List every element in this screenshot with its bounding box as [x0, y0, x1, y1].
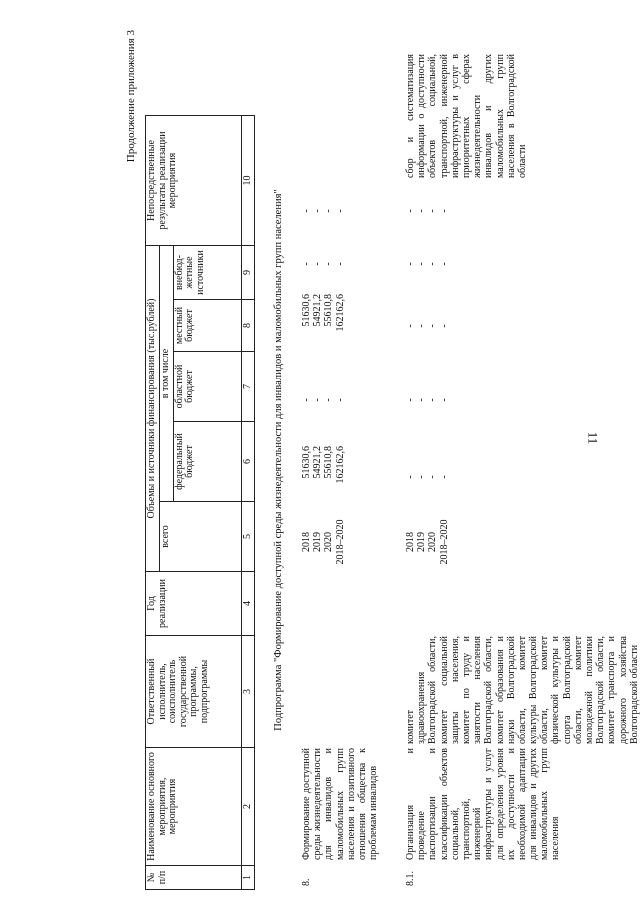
amount: 51630,6: [301, 294, 312, 327]
header-table: [145, 115, 255, 890]
amount: -: [416, 209, 428, 213]
row-8-num: 8.: [301, 878, 312, 886]
amount: -: [438, 324, 450, 328]
amount: -: [427, 475, 439, 479]
amount: -: [416, 475, 428, 479]
page-number: 11: [585, 431, 601, 445]
row-8-extra: [301, 186, 346, 236]
year-value: 2019: [312, 532, 324, 552]
amount: -: [312, 262, 324, 266]
amount: -: [334, 262, 346, 266]
amount: 51630,6: [301, 446, 312, 479]
header-total: всего: [160, 502, 242, 572]
colnum-6: 6: [241, 422, 255, 502]
amount: -: [405, 262, 416, 266]
amount: -: [416, 398, 428, 402]
amount: -: [312, 398, 324, 402]
header-financing: Объемы и источники финансирования (тыс.рублей): [146, 246, 160, 572]
amount: -: [405, 209, 416, 213]
amount: 54921,2: [312, 446, 324, 479]
amount: -: [301, 262, 312, 266]
header-year: Год реализации: [146, 572, 242, 636]
amount: -: [427, 398, 439, 402]
row-8-years: [301, 512, 346, 572]
continuation-note: Продолжение приложения 3: [125, 30, 137, 163]
subprogram-title: Подпрограмма "Формирование доступной среды жизнедеятельности для инвалидов и маломобильных групп населения": [273, 189, 284, 731]
colnum-1: 1: [241, 866, 255, 890]
row-8-federal: [301, 362, 346, 438]
row-8-1-regional: [405, 294, 450, 358]
row-8-1-local: [405, 240, 450, 288]
amount: -: [405, 398, 416, 402]
amount: -: [427, 209, 439, 213]
colnum-5: 5: [241, 502, 255, 572]
amount: -: [427, 324, 439, 328]
row-8-1-num: 8.1.: [405, 871, 416, 886]
amount: -: [323, 262, 335, 266]
amount: -: [438, 475, 450, 479]
amount: -: [405, 475, 416, 479]
amount: 162162,6: [334, 446, 346, 484]
amount: -: [427, 262, 439, 266]
row-8-1-name: Организация и проведение паспортизации и классификации объектов социальной, транспортной, инженерной инфраструктуры и услуг для определения уровня их доступности и необходимой адаптации для инвалидов и других маломобильных групп населения: [405, 748, 562, 860]
row-8-regional: [301, 294, 346, 358]
header-executor: Ответственный исполнитель, соисполнитель государственной программы, подпрограммы: [146, 636, 242, 748]
row-8-1-total: [405, 446, 450, 508]
header-result: Непосредственные результаты реализации мероприятия: [146, 116, 242, 246]
year-value: 2018: [301, 532, 312, 552]
amount: -: [438, 398, 450, 402]
row-8-name: Формирование доступной среды жизнедеятельности для инвалидов и маломобильных групп населения и позитивного отношения общества к проблемам инвалидов: [301, 748, 380, 860]
amount: 54921,2: [312, 294, 324, 327]
header-regional: областной бюджет: [173, 352, 241, 422]
row-8-1-result: сбор и систематизация информации о доступности объектов социальной, транспортной, инженерной инфраструктуры и услуг в приоритетных сферах жизнедеятельности инвалидов и других маломобильных групп населения в Волгоградской области: [405, 54, 528, 178]
amount: -: [334, 398, 346, 402]
row-8-1-years: [405, 512, 450, 572]
amount: -: [312, 209, 324, 213]
amount: -: [438, 209, 450, 213]
amount: -: [301, 209, 312, 213]
amount: -: [323, 209, 335, 213]
amount: -: [301, 398, 312, 402]
amount: -: [334, 209, 346, 213]
amount: 55610,8: [323, 446, 335, 479]
year-value: 2018: [405, 532, 416, 552]
year-value: 2019: [416, 532, 428, 552]
colnum-2: 2: [241, 748, 255, 866]
colnum-9: 9: [241, 246, 255, 300]
year-value: 2020: [427, 532, 439, 552]
rotated-page: [125, 30, 640, 890]
header-including: в том числе: [160, 246, 174, 502]
row-8-local: [301, 240, 346, 288]
amount: 162162,6: [334, 294, 346, 332]
row-8-1-extra: [405, 186, 450, 236]
row-8-1-executor: комитет здравоохранения Волгоградской области, комитет социальной защиты населения, комитет по труду и занятости населения Волгоградской области, комитет образования и науки Волгоградской области, комитет культуры Волгоградской области, комитет физической культуры и спорта Волгоградской области, комитет молодежной политики Волгоградской области, комитет транспорта и дорожного хозяйства Волгоградской области: [405, 636, 640, 744]
colnum-10: 10: [241, 116, 255, 246]
amount: -: [416, 324, 428, 328]
header-local: местный бюджет: [173, 300, 241, 352]
row-8-total: [301, 446, 346, 508]
row-8-1-federal: [405, 362, 450, 438]
amount: -: [405, 324, 416, 328]
amount: -: [416, 262, 428, 266]
colnum-8: 8: [241, 300, 255, 352]
amount: 55610,8: [323, 294, 335, 327]
colnum-7: 7: [241, 352, 255, 422]
header-num: № п/п: [146, 866, 242, 890]
amount: -: [323, 398, 335, 402]
amount: -: [438, 262, 450, 266]
colnum-3: 3: [241, 636, 255, 748]
header-extra: внебюд-жетные источники: [173, 246, 241, 300]
header-name: Наименование основного мероприятия, мероприятия: [146, 748, 242, 866]
header-federal: федеральный бюджет: [173, 422, 241, 502]
year-value: 2020: [323, 532, 335, 552]
year-value: 2018–2020: [334, 519, 346, 565]
year-value: 2018–2020: [438, 519, 450, 565]
colnum-4: 4: [241, 572, 255, 636]
